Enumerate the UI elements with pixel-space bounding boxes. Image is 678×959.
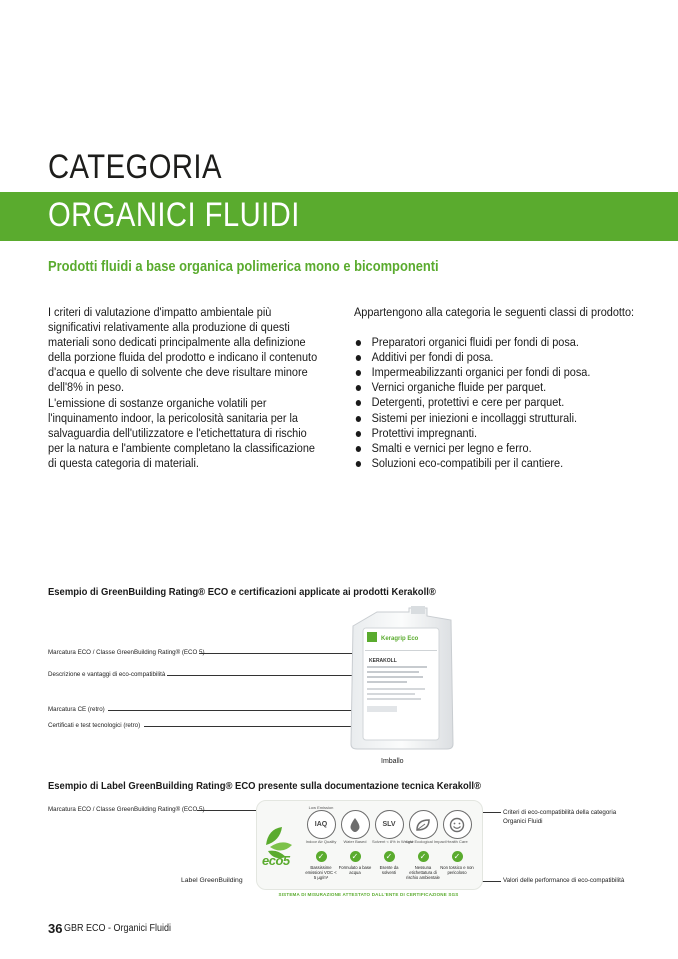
example1-title: Esempio di GreenBuilding Rating® ECO e certificazioni applicate ai prodotti Kerakoll®: [48, 586, 436, 598]
list-item: Soluzioni eco-compatibili per il cantiere.: [354, 456, 636, 471]
product-class-list: [354, 335, 636, 471]
badge-caption: Formulato a base acqua: [338, 865, 372, 875]
label-values: Valori delle performance di eco-compatibilità: [503, 877, 625, 884]
leader-line: [108, 710, 352, 711]
eco-class: eco5: [262, 853, 290, 868]
page-number: 36: [48, 921, 63, 936]
intro-paragraph-2: L'emissione di sostanze organiche volatili per l'inquinamento indoor, la pericolosità sanitaria per la salvaguardia dell'utilizzatore e l'etichettatura di rischio per la natura e l'ambiente completano la classificazione di questa categoria di materiali.: [48, 395, 315, 470]
check-icon: ✓: [452, 851, 463, 862]
leader-line: [144, 726, 352, 727]
list-item: Smalti e vernici per legno e ferro.: [354, 441, 636, 456]
list-item: Additivi per fondi di posa.: [354, 350, 636, 365]
label-eco-description: Descrizione e vantaggi di eco-compatibilità: [48, 671, 166, 678]
leader-line: [481, 812, 501, 813]
leader-line: [167, 675, 375, 676]
iaq-icon: IAQ: [307, 810, 336, 839]
list-item: Impermeabilizzanti organici per fondi di posa.: [354, 365, 636, 380]
badge-caption: Nessuna etichettatura di rischio ambientale: [406, 865, 440, 880]
badge-arc-text: Low Ecological Impact: [406, 839, 446, 844]
label-ce-marking: Marcatura CE (retro): [48, 706, 105, 713]
check-icon: ✓: [418, 851, 429, 862]
leader-line: [199, 653, 363, 654]
badge-arc-text: Low Emission: [308, 805, 334, 810]
page-subtitle: Prodotti fluidi a base organica polimerica mono e bicomponenti: [48, 258, 439, 275]
slv-icon: SLV: [375, 810, 404, 839]
badge-arc-text: Health Care: [446, 839, 468, 844]
badge-health-care: [440, 805, 474, 875]
label-eco-marking: Marcatura ECO / Classe GreenBuilding Rating® (ECO 5): [48, 649, 205, 656]
certification-line: SISTEMA DI MISURAZIONE ATTESTATO DALL'ENTE DI CERTIFICAZIONE SGS: [278, 892, 459, 897]
check-icon: ✓: [316, 851, 327, 862]
badge-caption: Esente da solventi: [379, 865, 399, 875]
leader-line: [481, 881, 501, 882]
category-heading: CATEGORIA: [48, 148, 222, 186]
list-item: Preparatori organici fluidi per fondi di posa.: [354, 335, 636, 350]
product-classes: [354, 305, 636, 471]
product-classes-intro: Appartengono alla categoria le seguenti classi di prodotto:: [354, 305, 635, 319]
badge-slv: [372, 805, 414, 875]
product-packaging-image: [347, 606, 459, 751]
smiley-icon: [443, 810, 472, 839]
brand-name: KERAKOLL: [369, 658, 397, 664]
label-certificates: Certificati e test tecnologici (retro): [48, 722, 141, 729]
leader-line: [197, 810, 257, 811]
eco-label-card: [256, 800, 483, 890]
list-item: Vernici organiche fluide per parquet.: [354, 380, 636, 395]
category-name: ORGANICI FLUIDI: [48, 196, 300, 234]
check-icon: ✓: [350, 851, 361, 862]
list-item: Sistemi per iniezioni e incollaggi strutturali.: [354, 411, 636, 426]
product-name: Keragrip Eco: [381, 636, 419, 642]
badge-water-based: [338, 805, 372, 875]
label-eco-marking-2: Marcatura ECO / Classe GreenBuilding Rating® (ECO 5): [48, 806, 205, 813]
badge-ecological: [406, 805, 446, 880]
badge-arc-text: Indoor Air Quality: [305, 839, 337, 844]
check-icon: ✓: [384, 851, 395, 862]
label-criteria: Criteri di eco-compatibilità della categoria Organici Fluidi: [503, 809, 617, 825]
badge-arc-text: Solvent < 8% in Weight: [372, 839, 414, 844]
label-greenbuilding: Label GreenBuilding: [181, 877, 243, 884]
eco5-logo: [262, 821, 300, 871]
intro-text: [48, 305, 321, 471]
badge-arc-text: Water Based: [343, 839, 367, 844]
water-drop-icon: [341, 810, 370, 839]
leaf-icon: [409, 810, 438, 839]
footer-text: GBR ECO - Organici Fluidi: [64, 923, 172, 934]
packaging-caption: Imballo: [381, 758, 404, 765]
badge-caption: Bassissime emissioni VOC < 5 µg/m³: [305, 865, 337, 880]
badge-caption: Non tossico e non pericoloso: [440, 865, 474, 875]
list-item: Protettivi impregnanti.: [354, 426, 636, 441]
intro-paragraph-1: I criteri di valutazione d'impatto ambientale più significativi relativamente alla produzione di questi materiali sono dedicati principalmente alla definizione della porzione fluida del prodotto e indicano il contenuto d'acqua e quello di solvente che deve risultare minore dell'8% in peso.: [48, 305, 318, 395]
jerrycan-icon: [347, 606, 459, 751]
badge-iaq: [304, 805, 338, 880]
example2-title: Esempio di Label GreenBuilding Rating® ECO presente sulla documentazione tecnica Kerakoll®: [48, 780, 481, 792]
list-item: Detergenti, protettivi e cere per parquet.: [354, 395, 636, 410]
